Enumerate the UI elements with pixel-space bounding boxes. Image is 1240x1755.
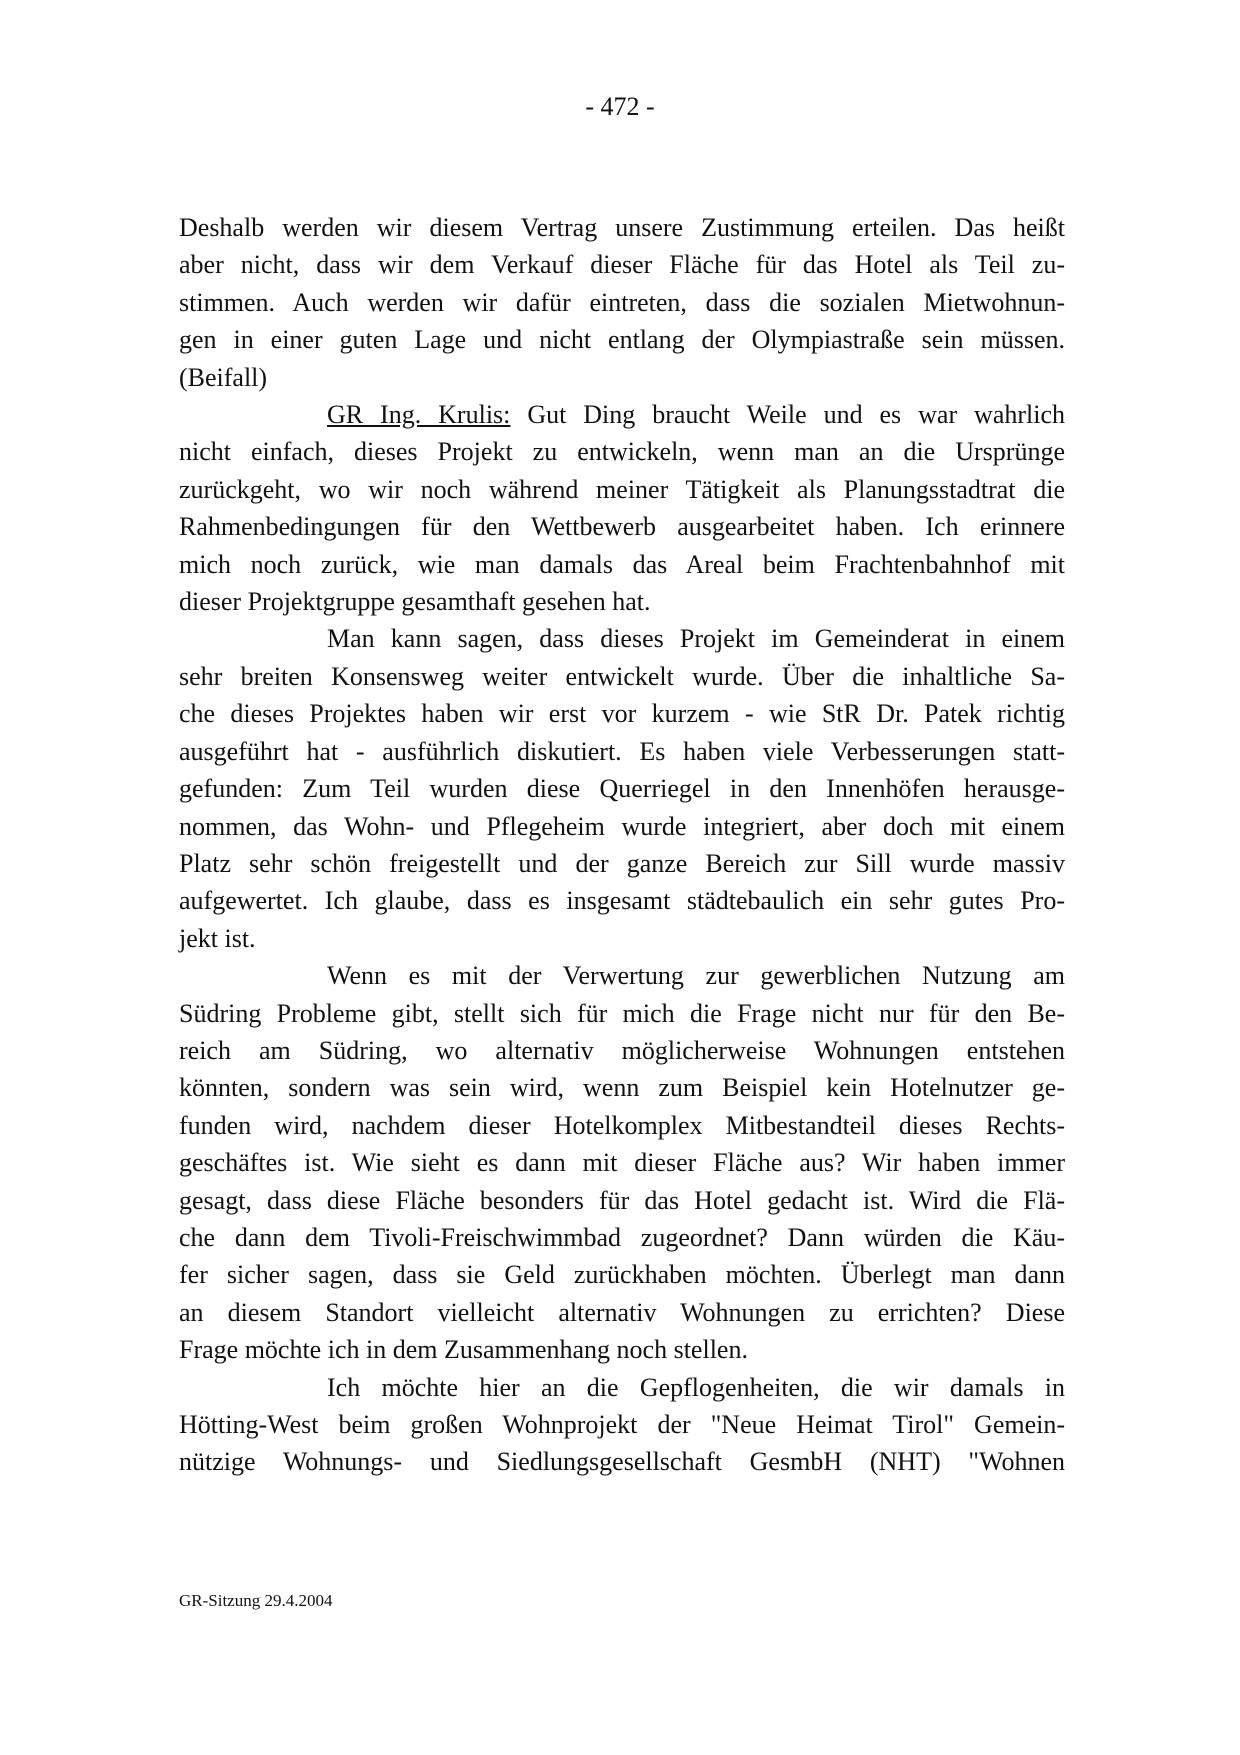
- speaker-name: GR Ing. Krulis:: [327, 400, 511, 430]
- text-line: könnten, sondern was sein wird, wenn zum Beispiel kein Hotelnutzer ge-: [179, 1073, 1065, 1103]
- paragraph: [179, 620, 1065, 957]
- text-line: Südring Probleme gibt, stellt sich für mich die Frage nicht nur für den Be-: [179, 998, 1065, 1028]
- paragraph-speaker: [179, 396, 1065, 620]
- text-line: gen in einer guten Lage und nicht entlang der Olympiastraße sein müssen.: [179, 325, 1065, 355]
- text-line: che dieses Projektes haben wir erst vor kurzem - wie StR Dr. Patek richtig: [179, 699, 1065, 729]
- text-line: jekt ist.: [179, 923, 256, 953]
- text-line: mich noch zurück, wie man damals das Areal beim Frachtenbahnhof mit: [179, 549, 1065, 579]
- text-line: ausgeführt hat - ausführlich diskutiert. Es haben viele Verbesserungen statt-: [179, 736, 1065, 766]
- page-number: - 472 -: [585, 92, 655, 121]
- text-line: nicht einfach, dieses Projekt zu entwickeln, wenn man an die Ursprünge: [179, 437, 1065, 467]
- text-line: stimmen. Auch werden wir dafür eintreten, dass die sozialen Mietwohnun-: [179, 287, 1065, 317]
- text-line: gesagt, dass diese Fläche besonders für das Hotel gedacht ist. Wird die Flä-: [179, 1185, 1065, 1215]
- text-line: che dann dem Tivoli-Freischwimmbad zugeordnet? Dann würden die Käu-: [179, 1222, 1065, 1252]
- text-line: Hötting-West beim großen Wohnprojekt der "Neue Heimat Tirol" Gemein-: [179, 1410, 1065, 1439]
- text-line: nützige Wohnungs- und Siedlungsgesellschaft GesmbH (NHT) "Wohnen: [179, 1447, 1065, 1477]
- text-line: zurückgeht, wo wir noch während meiner Tätigkeit als Planungsstadtrat die: [179, 474, 1065, 504]
- text-line: [179, 396, 1065, 433]
- text-line: an diesem Standort vielleicht alternativ Wohnungen zu errichten? Diese: [179, 1297, 1065, 1327]
- text-line: nommen, das Wohn- und Pflegeheim wurde integriert, aber doch mit einem: [179, 811, 1065, 841]
- footer-session-date: GR-Sitzung 29.4.2004: [179, 1591, 333, 1610]
- document-body: [179, 209, 1065, 1481]
- text-line: gefunden: Zum Teil wurden diese Querriegel in den Innenhöfen herausge-: [179, 774, 1065, 804]
- text-line: (Beifall): [179, 362, 268, 392]
- paragraph: [179, 1369, 1065, 1481]
- text-line: Ich möchte hier an die Gepflogenheiten, die wir damals in: [327, 1372, 1065, 1402]
- paragraph: [179, 209, 1065, 396]
- text-line: Rahmenbedingungen für den Wettbewerb ausgearbeitet haben. Ich erinnere: [179, 512, 1065, 542]
- text-line: Deshalb werden wir diesem Vertrag unsere Zustimmung erteilen. Das heißt: [179, 213, 1065, 242]
- text-line: Frage möchte ich in dem Zusammenhang noch stellen.: [179, 1335, 748, 1365]
- text-line: sehr breiten Konsensweg weiter entwickelt wurde. Über die inhaltliche Sa-: [179, 661, 1065, 691]
- speaker-text: Gut Ding braucht Weile und es war wahrlich: [510, 400, 1066, 430]
- text-line: Platz sehr schön freigestellt und der ganze Bereich zur Sill wurde massiv: [179, 848, 1065, 878]
- text-line: aber nicht, dass wir dem Verkauf dieser Fläche für das Hotel als Teil zu-: [179, 250, 1065, 280]
- text-line: Man kann sagen, dass dieses Projekt im Gemeinderat in einem: [327, 624, 1065, 654]
- text-line: dieser Projektgruppe gesamthaft gesehen hat.: [179, 587, 651, 617]
- text-line: funden wird, nachdem dieser Hotelkomplex Mitbestandteil dieses Rechts-: [179, 1110, 1065, 1140]
- text-line: fer sicher sagen, dass sie Geld zurückhaben möchten. Überlegt man dann: [179, 1260, 1065, 1290]
- text-line: geschäftes ist. Wie sieht es dann mit dieser Fläche aus? Wir haben immer: [179, 1148, 1065, 1178]
- text-line: reich am Südring, wo alternativ möglicherweise Wohnungen entstehen: [179, 1035, 1065, 1065]
- text-line: Wenn es mit der Verwertung zur gewerblichen Nutzung am: [327, 961, 1065, 991]
- paragraph: [179, 957, 1065, 1368]
- text-line: aufgewertet. Ich glaube, dass es insgesamt städtebaulich ein sehr gutes Pro-: [179, 886, 1065, 916]
